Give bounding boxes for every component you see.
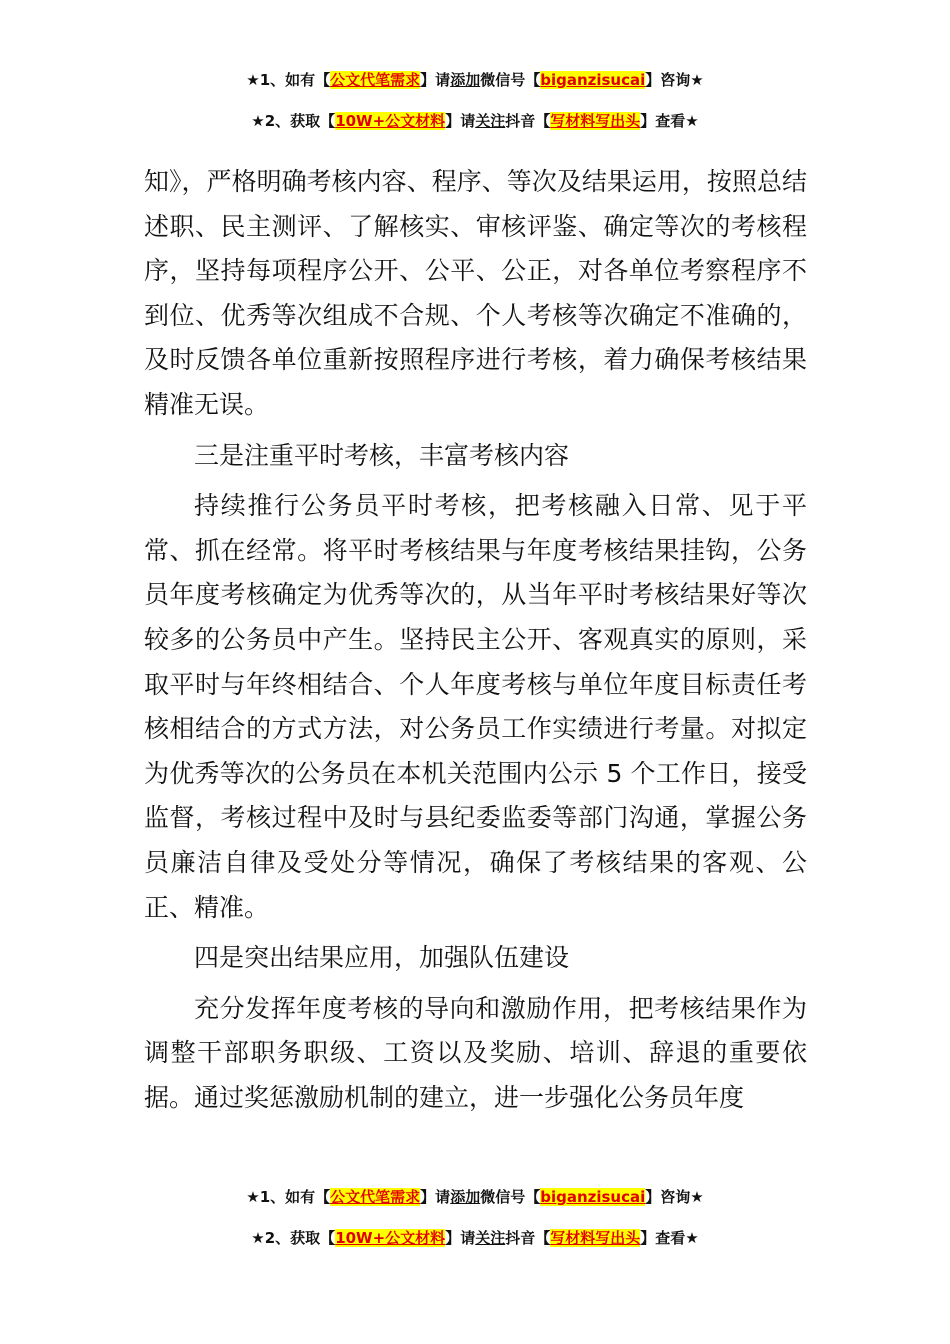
paragraph-section-3: 持续推行公务员平时考核，把考核融入日常、见于平常、抓在经常。将平时考核结果与年度考核结果挂钩，公务员年度考核确定为优秀等次的，从当年平时考核结果好等次较多的公务员中产生。坚持民主公开、客观真实的原则，采取平时与年终相结合、个人年度考核与单位年度目标责任考核相结合的方式方法，对公务员工作实绩进行考量。对拟定为优秀等次的公务员在本机关范围内公示 5 个工作日，接受监督，考核过程中及时与县纪委监委等部门沟通，掌握公务员廉洁自律及受处分等情况，确保了考核结果的客观、公正、精准。 xyxy=(144,491,807,922)
paragraph-continuation: 知》，严格明确考核内容、程序、等次及结果运用，按照总结述职、民主测评、了解核实、审核评鉴、确定等次的考核程序，坚持每项程序公开、公平、公正，对各单位考察程序不到位、优秀等次组成不合规、个人考核等次确定不准确的，及时反馈各单位重新按照程序进行考核，着力确保考核结果精准无误。 xyxy=(144,167,807,419)
footer-line2-highlight-douyin: 写材料写出头 xyxy=(550,1229,641,1247)
section-heading-3: 三是注重平时考核，丰富考核内容 xyxy=(194,440,570,470)
footer-line2-highlight-materials: 10W+公文材料 xyxy=(335,1229,446,1247)
footer-line1-highlight-service: 公文代笔需求 xyxy=(330,1188,421,1206)
header-banner-line-1 xyxy=(0,69,950,91)
footer-line1-mid2: 微信号【 xyxy=(480,1188,541,1206)
footer-line2-suffix: 】查看★ xyxy=(640,1229,699,1247)
header-line2-mid1: 】请 xyxy=(445,112,476,130)
footer-banner-line-2 xyxy=(0,1227,950,1249)
header-line2-highlight-douyin: 写材料写出头 xyxy=(550,112,641,130)
header-line2-highlight-materials: 10W+公文材料 xyxy=(335,112,446,130)
footer-line2-mid1: 】请 xyxy=(445,1229,476,1247)
header-line2-prefix: ★2、获取【 xyxy=(251,112,336,130)
footer-line1-mid1: 】请 xyxy=(420,1188,451,1206)
header-banner-line-2 xyxy=(0,110,950,132)
footer-banner-line-1 xyxy=(0,1186,950,1208)
footer-line1-suffix: 】咨询★ xyxy=(645,1188,704,1206)
document-body xyxy=(144,160,807,1126)
header-line1-prefix: ★1、如有【 xyxy=(246,71,331,89)
header-line2-underlined: 关注 xyxy=(475,112,506,130)
header-line2-suffix: 】查看★ xyxy=(640,112,699,130)
header-line1-mid1: 】请 xyxy=(420,71,451,89)
footer-line1-prefix: ★1、如有【 xyxy=(246,1188,331,1206)
footer-line2-underlined: 关注 xyxy=(475,1229,506,1247)
header-line1-highlight-service: 公文代笔需求 xyxy=(330,71,421,89)
footer-line1-highlight-wechat: biganzisucai xyxy=(540,1188,646,1206)
section-heading-4: 四是突出结果应用，加强队伍建设 xyxy=(194,943,570,973)
header-line2-mid2: 抖音【 xyxy=(505,112,551,130)
footer-line2-mid2: 抖音【 xyxy=(505,1229,551,1247)
paragraph-section-4: 充分发挥年度考核的导向和激励作用，把考核结果作为调整干部职务职级、工资以及奖励、培训、辞退的重要依据。通过奖惩激励机制的建立，进一步强化公务员年度 xyxy=(144,993,807,1112)
header-line1-underlined: 添加 xyxy=(450,71,481,89)
footer-line1-underlined: 添加 xyxy=(450,1188,481,1206)
header-line1-suffix: 】咨询★ xyxy=(645,71,704,89)
header-line1-highlight-wechat: biganzisucai xyxy=(540,71,646,89)
footer-line2-prefix: ★2、获取【 xyxy=(251,1229,336,1247)
header-line1-mid2: 微信号【 xyxy=(480,71,541,89)
